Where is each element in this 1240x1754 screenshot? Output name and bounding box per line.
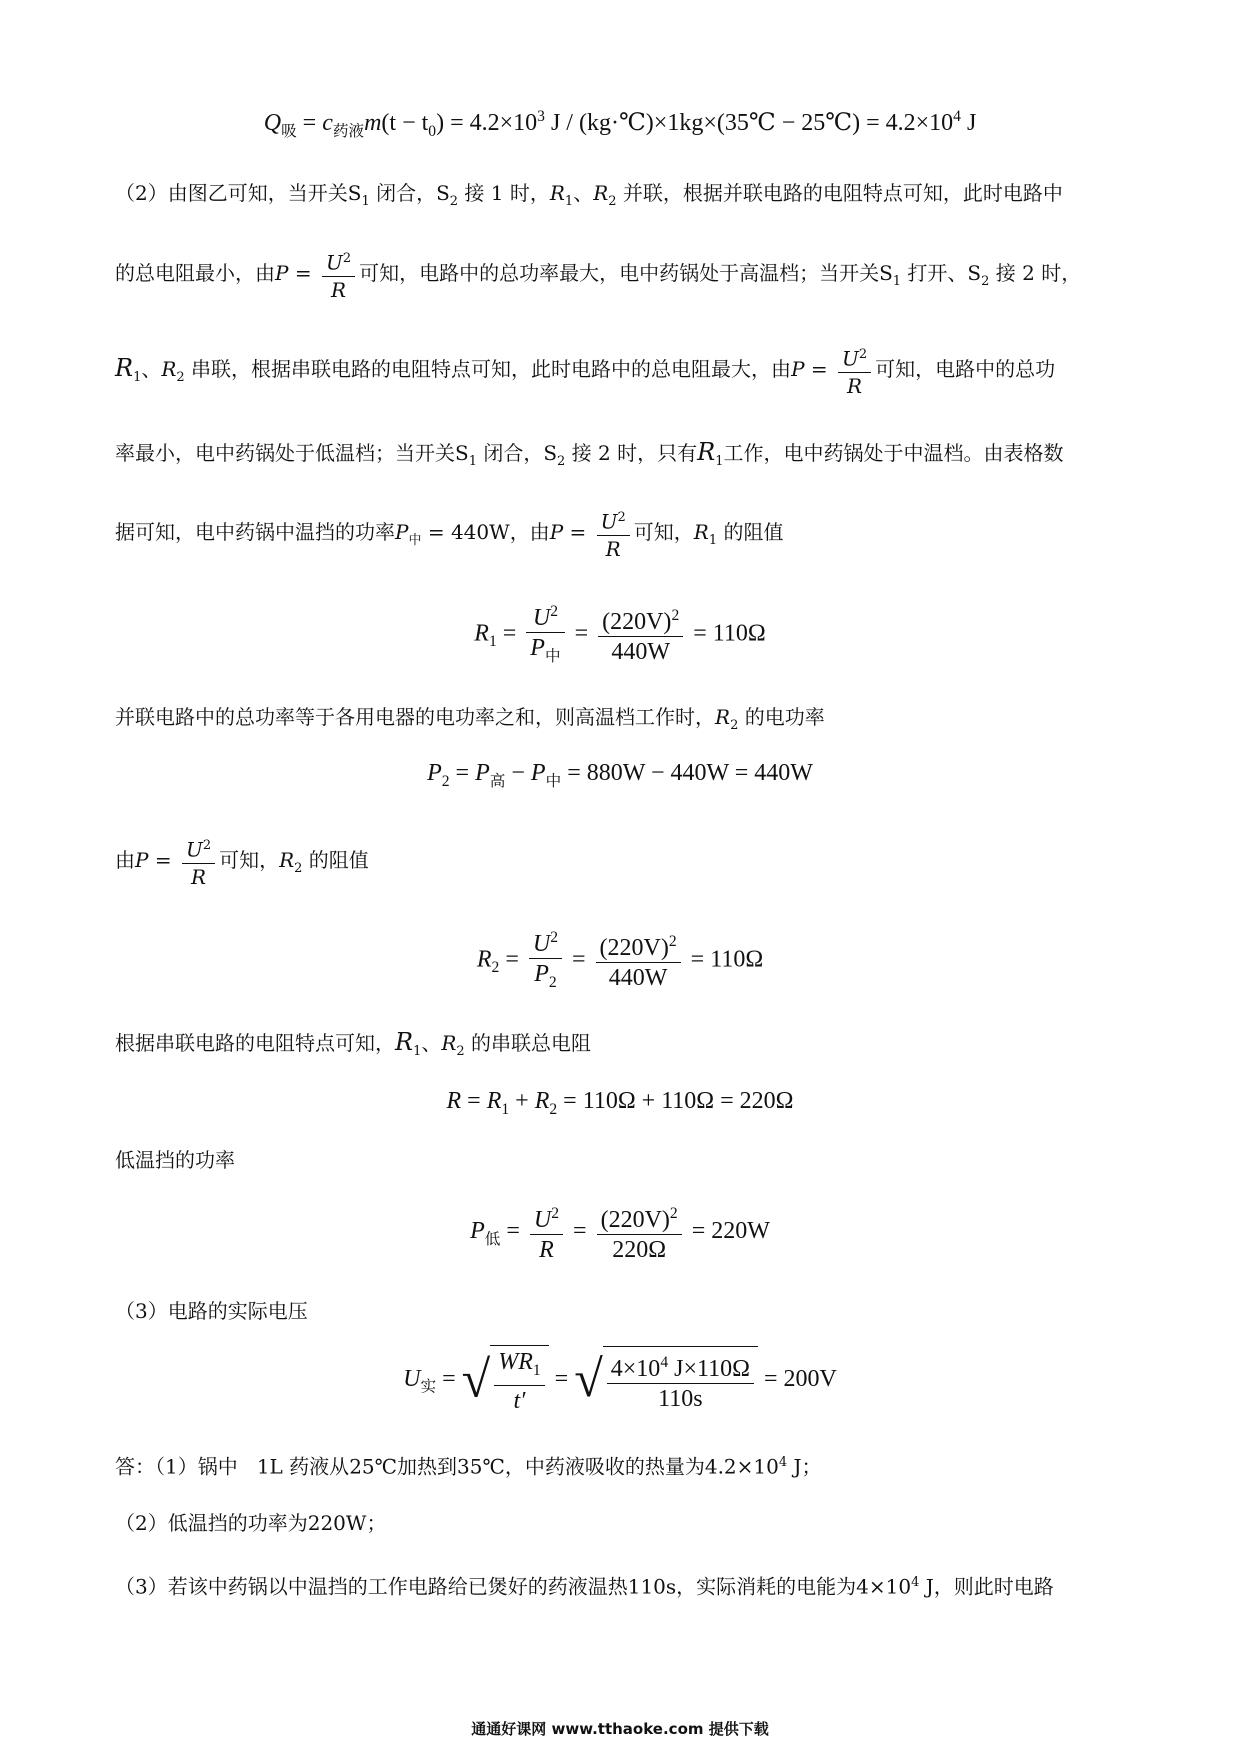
text-fragment: 110s bbox=[627, 1574, 677, 1599]
text-fragment: = bbox=[436, 1365, 462, 1392]
paragraph-2-line-1 bbox=[115, 178, 1130, 217]
text-fragment: 2 bbox=[981, 274, 990, 289]
paragraph-parallel bbox=[115, 702, 1130, 741]
text-fragment: 1 bbox=[361, 194, 370, 209]
text: J bbox=[960, 110, 977, 136]
text-fragment: = bbox=[148, 848, 178, 872]
paragraph-2-line-2 bbox=[115, 243, 1130, 312]
fraction bbox=[182, 833, 215, 890]
text-fragment: = bbox=[567, 1218, 593, 1245]
text-fragment: P bbox=[395, 520, 409, 544]
text-fragment: 440W bbox=[608, 965, 668, 992]
fraction bbox=[597, 505, 630, 562]
text-fragment: R bbox=[715, 705, 731, 729]
text-fragment: R bbox=[446, 1088, 462, 1114]
text-fragment: 2 bbox=[671, 607, 680, 625]
text-fragment: − bbox=[505, 760, 531, 786]
fraction bbox=[529, 924, 562, 998]
text-fragment: P bbox=[427, 760, 442, 786]
square-root: √ $\frac{4\times 10^4 J\times 110\Omega}{110s}$ bbox=[574, 1346, 758, 1414]
text-fragment: 1 bbox=[532, 1361, 541, 1379]
paragraph-series bbox=[115, 1027, 1130, 1067]
text-fragment: P bbox=[530, 635, 545, 661]
text-fragment: 2 bbox=[668, 933, 677, 951]
text-fragment: R bbox=[190, 864, 207, 889]
text-fragment: J，则此时电路 bbox=[919, 1574, 1054, 1599]
fraction bbox=[598, 602, 683, 667]
text-fragment: 4 bbox=[911, 1575, 920, 1590]
text-fragment: 的电功率 bbox=[738, 705, 825, 729]
paragraph-2-line-5 bbox=[115, 502, 1130, 571]
text-fragment: P bbox=[549, 520, 564, 544]
text-fragment: 据可知，电中药锅中温挡的功率 bbox=[115, 520, 395, 544]
text-fragment: 2 bbox=[557, 454, 566, 469]
text-fragment: 接 1 时， bbox=[458, 181, 550, 205]
text-fragment: = bbox=[288, 261, 318, 285]
text-fragment: 1 bbox=[708, 533, 718, 548]
text-fragment: t′ bbox=[513, 1387, 526, 1414]
fraction bbox=[597, 1200, 682, 1265]
text-fragment: P bbox=[475, 760, 490, 786]
text-fragment: 串联，根据串联电路的电阻特点可知，此时电路中的总电阻最大，由 bbox=[184, 357, 792, 381]
equation-voltage bbox=[0, 1345, 1240, 1416]
answer-1 bbox=[115, 1448, 1130, 1482]
text-fragment: 2 bbox=[491, 959, 500, 977]
text-fragment: 接 2 时， bbox=[989, 261, 1082, 285]
text-fragment: 可知，电路中的总功 bbox=[875, 357, 1056, 381]
fraction bbox=[596, 928, 681, 993]
text-fragment: = bbox=[566, 946, 592, 973]
paragraph-2-line-4 bbox=[115, 437, 1130, 477]
equation-r1 bbox=[0, 598, 1240, 672]
text-fragment: 实 bbox=[420, 1378, 437, 1396]
text-fragment: 并联，根据并联电路的电阻特点可知，此时电路中 bbox=[616, 181, 1063, 205]
text-fragment: R bbox=[693, 520, 709, 544]
superscript: 3 bbox=[537, 108, 545, 125]
text-fragment: = bbox=[563, 520, 593, 544]
text-fragment: 中 bbox=[544, 647, 561, 665]
text-fragment: 中 bbox=[408, 533, 422, 548]
text-fragment: = bbox=[568, 620, 595, 647]
text-fragment: 接 2 时，只有 bbox=[565, 441, 698, 465]
text-fragment: 1 bbox=[133, 370, 142, 385]
text-fragment: 2 bbox=[342, 251, 352, 267]
text-fragment: U bbox=[532, 931, 551, 957]
text-fragment: = bbox=[548, 1365, 575, 1392]
text-fragment: ； bbox=[366, 1511, 387, 1535]
text-fragment: 2 bbox=[730, 718, 739, 733]
text-fragment: 并联电路中的总功率等于各用电器的电功率之和，则高温档工作时， bbox=[115, 705, 715, 729]
text-fragment: R bbox=[474, 620, 489, 647]
text-fragment: 可知， bbox=[219, 848, 280, 872]
text-fragment: 药液从 bbox=[282, 1454, 350, 1479]
text-fragment: 2 bbox=[551, 1205, 560, 1222]
text-fragment: U bbox=[600, 509, 618, 534]
text-fragment: 4 bbox=[660, 1354, 669, 1372]
text-fragment: = 110Ω + 110Ω = 220Ω bbox=[557, 1088, 794, 1114]
text-fragment: 2 bbox=[456, 1044, 465, 1059]
text-fragment: R bbox=[534, 1088, 550, 1114]
text-fragment: R bbox=[161, 357, 177, 381]
text-fragment: 2 bbox=[617, 510, 626, 526]
text-fragment: 220Ω bbox=[612, 1237, 667, 1263]
symbol: c bbox=[322, 110, 333, 136]
text-fragment: 、 bbox=[141, 357, 162, 381]
equation-heat-absorbed: $Q_吸 = c_{药液}m(t - t_0) = 4.2\times 10^3$ J / (kg·℃)×1kg×(35℃ − 25℃) = $4.2\times 10^4$ J bbox=[263, 108, 977, 140]
text-fragment: + bbox=[509, 1088, 535, 1114]
text-fragment: (220V) bbox=[602, 609, 672, 636]
text-fragment: 、 bbox=[573, 181, 594, 205]
text-fragment: R bbox=[395, 1028, 414, 1056]
text-fragment: 2 bbox=[202, 838, 212, 854]
text-fragment: 1 bbox=[892, 274, 902, 289]
text-fragment: U bbox=[185, 837, 203, 862]
text-fragment: 2 bbox=[176, 370, 185, 385]
text: J / (kg·℃)×1kg×(35℃ − 25℃) = 4.2×10 bbox=[544, 110, 954, 136]
text-fragment: R bbox=[486, 1088, 502, 1114]
text-fragment: U bbox=[325, 250, 343, 275]
text-fragment: R bbox=[847, 373, 863, 398]
text-fragment: 由 bbox=[115, 848, 135, 872]
symbol: Q bbox=[263, 110, 282, 136]
text: (t − t bbox=[381, 110, 429, 136]
subscript: 吸 bbox=[281, 122, 297, 140]
paragraph-3: （3）电路的实际电压 bbox=[115, 1299, 308, 1323]
text-fragment: J； bbox=[787, 1454, 822, 1479]
text-fragment: U bbox=[403, 1365, 421, 1392]
text-fragment: WR bbox=[498, 1349, 533, 1375]
text-fragment: = 220W bbox=[685, 1218, 770, 1245]
text-fragment: 2 bbox=[294, 861, 303, 876]
text-fragment: 闭合，S bbox=[476, 441, 558, 465]
fraction bbox=[322, 246, 355, 303]
text-fragment: 2 bbox=[550, 603, 558, 620]
paragraph-low-power: 低温挡的功率 bbox=[115, 1148, 235, 1172]
symbol: m bbox=[364, 110, 382, 136]
equation-r2 bbox=[0, 924, 1240, 998]
text-fragment: R bbox=[549, 181, 565, 205]
fraction bbox=[530, 1200, 563, 1265]
text-fragment: = 200V bbox=[757, 1365, 837, 1392]
text-fragment: R bbox=[441, 1031, 457, 1055]
text-fragment: = bbox=[499, 946, 525, 973]
text-fragment: （2）由图乙可知，当开关S bbox=[115, 181, 362, 205]
text-fragment: R bbox=[279, 848, 295, 872]
text-fragment: 1 bbox=[468, 454, 477, 469]
subscript: 药液 bbox=[332, 122, 365, 140]
text-fragment: （3）若该中药锅以中温挡的工作电路给已煲好的药液温热 bbox=[115, 1574, 628, 1599]
text-fragment: 4×10 bbox=[856, 1574, 912, 1599]
text-fragment: R bbox=[605, 536, 621, 561]
square-root: √ $\frac{WR_1}{t'}$ bbox=[462, 1345, 549, 1416]
text-fragment: 1L bbox=[256, 1454, 283, 1479]
superscript: 4 bbox=[953, 108, 961, 125]
text-fragment: 工作，电中药锅处于中温档。由表格数 bbox=[723, 441, 1064, 465]
text-fragment: 2 bbox=[441, 772, 450, 790]
text-fragment: R bbox=[593, 181, 609, 205]
fraction bbox=[526, 598, 564, 672]
text-fragment: 220W bbox=[307, 1511, 367, 1535]
text-fragment: 答：（1）锅中 bbox=[115, 1454, 238, 1479]
text-fragment: R bbox=[697, 438, 716, 466]
text-fragment: 可知，电路中的总功率最大，电中药锅处于高温档；当开关S bbox=[359, 261, 893, 285]
fraction bbox=[838, 342, 871, 399]
text-fragment: = bbox=[500, 1218, 526, 1245]
text-fragment: 1 bbox=[715, 454, 724, 469]
text-fragment: R bbox=[330, 277, 347, 302]
text-fragment: 440W bbox=[611, 639, 670, 666]
text-fragment: J×110Ω bbox=[668, 1356, 750, 1383]
equation-r-total bbox=[0, 1088, 1240, 1119]
text-fragment: 1 bbox=[488, 633, 497, 651]
text-fragment: = bbox=[461, 1088, 487, 1114]
text-fragment: 的阻值 bbox=[717, 520, 784, 544]
text-fragment: 35℃ bbox=[457, 1454, 505, 1479]
text-fragment: R bbox=[115, 354, 134, 382]
text-fragment: = bbox=[496, 620, 523, 647]
text-fragment: 高 bbox=[489, 772, 506, 790]
text-fragment: = 110Ω bbox=[687, 620, 766, 647]
text-fragment: 2 bbox=[669, 1205, 678, 1222]
text-fragment: 1 bbox=[564, 194, 574, 209]
answer-2 bbox=[115, 1508, 1130, 1538]
text-fragment: 2 bbox=[608, 194, 617, 209]
text-fragment: P bbox=[275, 261, 289, 285]
text-fragment: (220V) bbox=[600, 1207, 670, 1233]
text-fragment: R bbox=[476, 946, 492, 973]
text-fragment: 2 bbox=[449, 194, 459, 209]
text-fragment: 、 bbox=[421, 1031, 442, 1055]
text-fragment: 2 bbox=[548, 973, 557, 991]
text-fragment: (220V) bbox=[599, 935, 669, 962]
text-fragment: 4×10 bbox=[610, 1356, 661, 1383]
text-fragment: 低 bbox=[484, 1230, 501, 1248]
fraction bbox=[607, 1349, 754, 1414]
text-fragment: 率最小，电中药锅处于低温档；当开关S bbox=[115, 441, 469, 465]
text: ) = 4.2×10 bbox=[436, 110, 538, 136]
text-fragment: 1 bbox=[413, 1044, 422, 1059]
text-fragment: 2 bbox=[550, 929, 558, 946]
text-fragment: P bbox=[530, 760, 546, 786]
text-fragment: 加热到 bbox=[397, 1454, 458, 1479]
text-fragment: P bbox=[470, 1218, 485, 1245]
text-fragment: 中 bbox=[545, 772, 562, 790]
text-fragment: 根据串联电路的电阻特点可知， bbox=[115, 1031, 395, 1055]
text-fragment: 的串联总电阻 bbox=[464, 1031, 592, 1055]
text-fragment: 4 bbox=[778, 1455, 788, 1470]
text-fragment: = 440W，由 bbox=[421, 520, 550, 544]
text-fragment: U bbox=[842, 346, 859, 371]
paragraph-2-line-3 bbox=[115, 338, 1130, 408]
text-fragment: = bbox=[804, 357, 835, 381]
text-fragment: 2 bbox=[858, 347, 868, 363]
text-fragment: P bbox=[534, 961, 549, 987]
text-fragment: 的阻值 bbox=[302, 848, 369, 872]
text-fragment: （2）低温挡的功率为 bbox=[115, 1511, 308, 1535]
text-fragment: ，中药液吸收的热量为 bbox=[504, 1454, 705, 1479]
text-fragment: R bbox=[539, 1237, 554, 1263]
text-fragment: 闭合，S bbox=[369, 181, 450, 205]
answer-3 bbox=[115, 1568, 1130, 1602]
text-fragment: U bbox=[532, 605, 551, 631]
text-fragment: 的总电阻最小，由 bbox=[115, 261, 275, 285]
paragraph-r2 bbox=[115, 830, 1130, 899]
equation-p2 bbox=[0, 760, 1240, 791]
text-fragment: 25℃ bbox=[349, 1454, 398, 1479]
text-fragment: P bbox=[791, 357, 805, 381]
equation-p-low bbox=[0, 1200, 1240, 1265]
subscript: 0 bbox=[428, 122, 437, 140]
text-fragment: 110s bbox=[658, 1386, 703, 1413]
text-fragment: ，实际消耗的电能为 bbox=[676, 1574, 857, 1599]
text-fragment: = bbox=[449, 760, 476, 786]
text-fragment: 可知， bbox=[633, 520, 694, 544]
text-fragment: 打开、S bbox=[901, 261, 982, 285]
text-fragment: 1 bbox=[501, 1100, 510, 1118]
text-fragment: = 880W − 440W = 440W bbox=[561, 760, 813, 786]
footer-source: 通通好课网 www.tthaoke.com 提供下载 bbox=[471, 1720, 769, 1738]
text-fragment: 4.2×10 bbox=[704, 1454, 779, 1479]
text-fragment: U bbox=[533, 1207, 552, 1233]
text-fragment: P bbox=[135, 848, 149, 872]
text-fragment: 2 bbox=[549, 1100, 558, 1118]
fraction bbox=[494, 1348, 544, 1416]
text-fragment: = 110Ω bbox=[684, 946, 764, 973]
